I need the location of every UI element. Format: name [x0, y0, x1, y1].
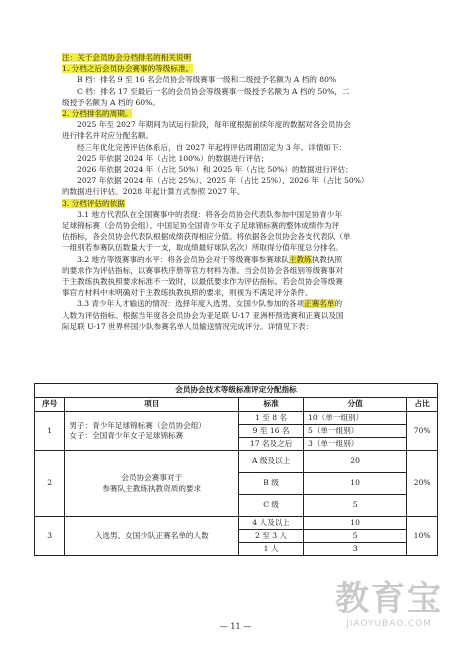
- table-row: [35, 517, 438, 530]
- tier-c-text-2: 级授予名额为 A 档的 60%。: [62, 97, 160, 107]
- row-index: 2: [35, 451, 65, 517]
- row-score: 5（单一组别）: [304, 425, 407, 438]
- row-weight: 70%: [407, 412, 438, 451]
- header-item: 项目: [65, 398, 239, 412]
- year-2025-text: 2025 年依据 2024 年（占比 100%）的数据进行评估；: [77, 153, 269, 163]
- criterion-3-2-line-3: 于主教练执教执照要求标准不一致时，以最低要求作为评估指标。若会员协会等级赛: [62, 277, 343, 287]
- row-score: 3: [304, 543, 407, 556]
- row-score: 10: [304, 473, 407, 495]
- cycle-text: 经三年优化完善评估体系后，自 2027 年起将评估周期固定为 3 年。详情如下：: [77, 142, 347, 152]
- section-2-title: 2. 分档排名的周期。: [62, 109, 133, 119]
- tier-b-text: B 档：排名 9 至 16 名会员协会等级赛事一级和二级授予名额为 A 档的 80%: [77, 75, 337, 85]
- site-watermark: [329, 579, 449, 639]
- criterion-3-2-suffix: 执教执照: [311, 254, 343, 264]
- row-index: 3: [35, 517, 65, 556]
- header-index: 序号: [35, 398, 65, 412]
- row-standard: A 级及以上: [239, 451, 304, 473]
- row-index: 1: [35, 412, 65, 451]
- header-standard: 标准: [239, 398, 304, 412]
- row-standard: 17 名及之后: [239, 438, 304, 451]
- trial-period-text-1: 2025 年至 2027 年期间为试运行阶段，每年度根据前续年度的数据对各会员协会: [77, 120, 351, 130]
- row-score: 5: [304, 530, 407, 543]
- criterion-3-2-line-4: 事官方材料中未明确对于主教练执教执照的要求，则视为不满足评分条件。: [62, 288, 313, 298]
- row-item-line: 男子：青少年足球锦标赛（会员协会组）: [69, 420, 207, 430]
- page-number: — 11 —: [219, 622, 252, 631]
- watermark-logo-text: 教育宝: [335, 579, 443, 619]
- tier-c-text-1: C 档：排名 17 至最后一名的会员协会等级赛事一级授予名额为 A 档的 50%，二: [77, 86, 350, 96]
- row-item: [65, 451, 239, 517]
- watermark-url: JIAOYUBAO.COM: [346, 619, 432, 629]
- criterion-3-1-line-1: 3.1 地方代表队在全国赛事中的表现：将各会员协会代表队参加中国足协青少年: [77, 209, 343, 219]
- trial-period-text-2: 进行排名并对应分配名额。: [62, 131, 154, 141]
- row-item: [65, 517, 239, 556]
- criterion-3-1-line-4: 一组别若参赛队伍数量大于一支，取成绩最好球队名次）所取得分值年度总分排名。: [62, 243, 343, 253]
- row-weight: 10%: [407, 517, 438, 556]
- year-2027-text-2: 的数据进行评估。2028 年起计算方式参照 2027 年。: [62, 187, 245, 197]
- criterion-3-2-line-1: [62, 254, 422, 265]
- row-score: 20: [304, 451, 407, 473]
- notes-heading: 注：关于会员协会分档排名的相关说明: [62, 53, 192, 62]
- row-standard: 4 人及以上: [239, 517, 304, 530]
- table-row: [35, 451, 438, 473]
- row-score: 10: [304, 517, 407, 530]
- section-1-title: 1. 分档之后会员协会赛事的等级标准。: [62, 64, 194, 74]
- row-standard: C 级: [239, 495, 304, 517]
- criterion-3-3-line-1: [62, 298, 422, 309]
- row-weight: 20%: [407, 451, 438, 517]
- table-title-row: [35, 384, 438, 398]
- year-2027-text-1: 2027 年依据 2024 年（占比 25%）、2025 年（占比 25%）、2026 年（占比 50%）: [77, 176, 369, 186]
- notes-section: [62, 52, 422, 332]
- criterion-3-2-line-2: 的要求作为评估指标，以赛事秩序册等官方材料为准。当会员协会各组别等级赛事对: [62, 265, 343, 275]
- row-item: [65, 412, 239, 451]
- final-roster-highlight: 正赛名单: [304, 299, 335, 309]
- criterion-3-1-line-2: 足球锦标赛（会员协会组）、中国足协全国青少年女子足球锦标赛的整体成绩作为评: [62, 221, 340, 231]
- header-score: 分值: [304, 398, 407, 412]
- table-header-row: [35, 398, 438, 412]
- table-row: [35, 412, 438, 425]
- row-standard: B 级: [239, 473, 304, 495]
- row-standard: 9 至 16 名: [239, 425, 304, 438]
- row-score: 10（单一组别）: [304, 412, 407, 425]
- year-2026-text: 2026 年依据 2024 年（占比 50%）和 2025 年（占比 50%）的数据进行评估；: [77, 165, 353, 175]
- header-weight: 占比: [407, 398, 438, 412]
- row-item-line: 入选男、女国少队正赛名单的人数: [94, 530, 209, 540]
- row-item-line: 会员协会赛事对于: [121, 473, 183, 482]
- row-standard: 1 人: [239, 543, 304, 556]
- row-score: 3（单一组别）: [304, 438, 407, 451]
- row-score: 5: [304, 495, 407, 517]
- criterion-3-3-prefix: 3.3 青少年人才输送的情况：选择年度入选男、女国少队参加的各项: [77, 299, 305, 309]
- criterion-3-3-suffix: 的: [334, 299, 343, 309]
- head-coach-highlight: 主教练: [288, 254, 312, 264]
- criterion-3-2-prefix: 3.2 地方等级赛事的水平：将各会员协会对于等级赛事参赛球队: [77, 254, 289, 264]
- score-table-wrapper: [34, 383, 438, 556]
- score-table: [34, 383, 438, 556]
- section-3-title: 3. 分档评估的依据: [62, 198, 125, 208]
- table-title: 会员协会技术等级标准评定分配指标: [35, 384, 438, 398]
- criterion-3-1-line-3: 估指标，各会员协会代表队根据成绩获得相应分值。将依据各会员协会各支代表队（单: [62, 232, 351, 242]
- row-item-line: 参赛队主教练执教资质的要求: [102, 483, 202, 493]
- criterion-3-3-line-2: 人数为评估指标。根据当年度各会员协会为亚足联 U-17 亚洲杯预选赛和正赛以及国: [62, 310, 344, 320]
- row-standard: 1 至 8 名: [239, 412, 304, 425]
- row-item-line: 女子：全国青少年女子足球锦标赛: [69, 431, 184, 440]
- row-standard: 2 至 3 人: [239, 530, 304, 543]
- criterion-3-3-line-3: 际足联 U-17 世界杯国少队参赛名单人员输送情况完成评分。详情见下表：: [62, 321, 314, 331]
